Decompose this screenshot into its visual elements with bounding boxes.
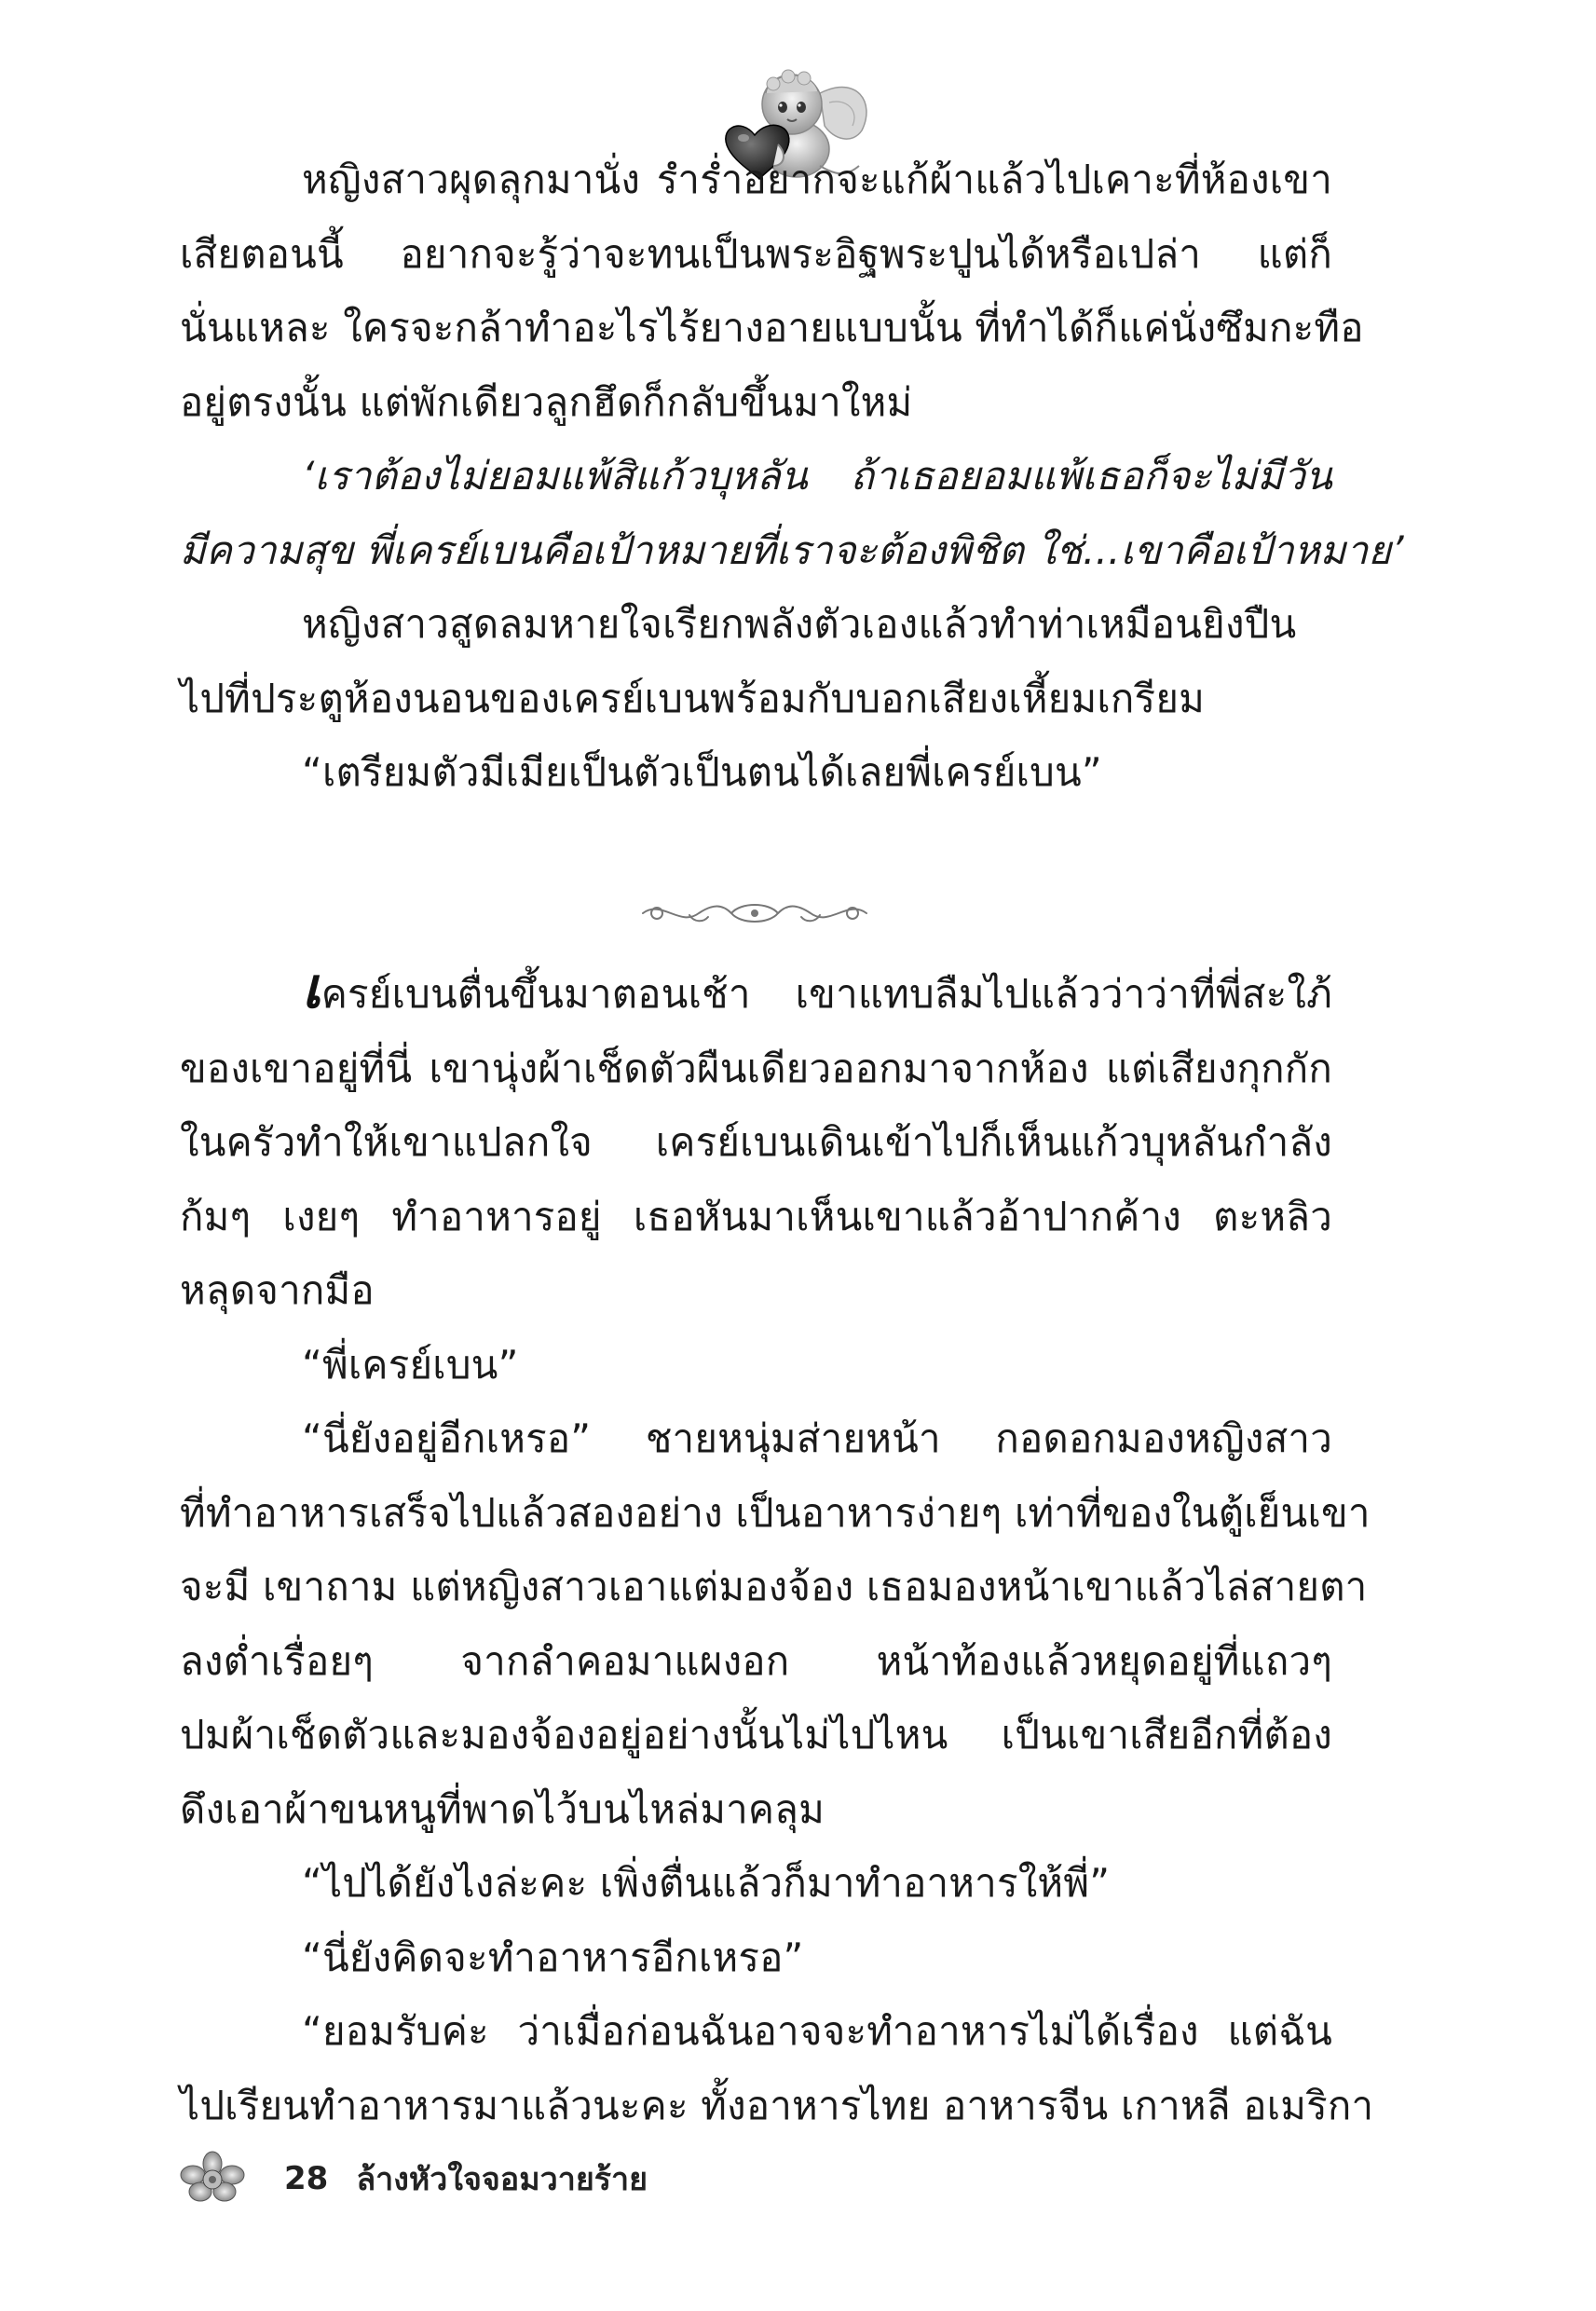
first-line-text: ครย์เบนตื่นขึ้นมาตอนเช้า เขาแทบลืมไปแล้วว่าว่าที่พี่สะใภ้ xyxy=(321,971,1332,1017)
paragraph-line: หญิงสาวสูดลมหายใจเรียกพลังตัวเองแล้วทำท่าเหมือนยิงปืน xyxy=(302,601,1297,647)
paragraph-line: ที่ทำอาหารเสร็จไปแล้วสองอย่าง เป็นอาหารง่ายๆ เท่าที่ของในตู้เย็นเขา xyxy=(180,1489,1371,1536)
paragraph-line: หญิงสาวผุดลุกมานั่ง รำร่ำอยากจะแก้ผ้าแล้วไปเคาะที่ห้องเขา xyxy=(302,157,1332,202)
paragraph-line: ในครัวทำให้เขาแปลกใจ เครย์เบนเดินเข้าไปก็เห็นแก้วบุหลันกำลัง xyxy=(180,1119,1332,1165)
paragraph-line: เสียตอนนี้ อยากจะรู้ว่าจะทนเป็นพระอิฐพระปูนได้หรือเปล่า แต่ก็ xyxy=(180,230,1332,277)
page-number: 28 xyxy=(284,2160,329,2197)
italic-thought-line: ‘เราต้องไม่ยอมแพ้สิแก้วบุหลัน ถ้าเธอยอมแพ้เธอก็จะไม่มีวัน xyxy=(302,453,1332,499)
paragraph-line: ปมผ้าเช็ดตัวและมองจ้องอยู่อย่างนั้นไม่ไปไหน เป็นเขาเสียอีกที่ต้อง xyxy=(180,1712,1332,1757)
paragraph-line: อยู่ตรงนั้น แต่พักเดียวลูกฮึดก็กลับขึ้นมาใหม่ xyxy=(180,378,913,425)
paragraph-line: จะมี เขาถาม แต่หญิงสาวเอาแต่มองจ้อง เธอมองหน้าเขาแล้วไล่สายตา xyxy=(180,1564,1368,1609)
dialogue-line: “นี่ยังคิดจะทำอาหารอีกเหรอ” xyxy=(302,1934,804,1980)
dialogue-line: “พี่เครย์เบน” xyxy=(302,1341,519,1388)
ornamental-flourish-icon xyxy=(634,895,876,932)
paragraph-line: ดึงเอาผ้าขนหนูที่พาดไว้บนไหล่มาคลุม xyxy=(180,1785,825,1832)
paragraph-line: ไปที่ประตูห้องนอนของเครย์เบนพร้อมกับบอกเสียงเหี้ยมเกรียม xyxy=(180,675,1206,721)
dialogue-line: “เตรียมตัวมีเมียเป็นตัวเป็นตนได้เลยพี่เครย์เบน” xyxy=(302,749,1102,795)
section-2 xyxy=(180,956,1374,2142)
paragraph-line: ลงต่ำเรื่อยๆ จากลำคอมาแผงอก หน้าท้องแล้วหยุดอยู่ที่แถวๆ xyxy=(180,1637,1332,1684)
paragraph-line: ของเขาอยู่ที่นี่ เขานุ่งผ้าเช็ดตัวผืนเดียวออกมาจากห้อง แต่เสียงกุกกัก xyxy=(180,1045,1332,1091)
paragraph-line: นั่นแหละ ใครจะกล้าทำอะไรไร้ยางอายแบบนั้น ที่ทำได้ก็แค่นั่งซึมกะทือ xyxy=(180,305,1364,350)
dialogue-line: “ยอมรับค่ะ ว่าเมื่อก่อนฉันอาจจะทำอาหารไม่ได้เรื่อง แต่ฉัน xyxy=(302,2008,1332,2054)
italic-thought-line: มีความสุข พี่เครย์เบนคือเป้าหมายที่เราจะต้องพิชิต ใช่...เขาคือเป้าหมาย’ xyxy=(180,526,1404,573)
page-footer xyxy=(180,2141,648,2216)
dialogue-line: “นี่ยังอยู่อีกเหรอ” ชายหนุ่มส่ายหน้า กอดอกมองหญิงสาว xyxy=(302,1415,1332,1461)
drop-cap: เ xyxy=(302,956,321,1021)
paragraph-line: ก้มๆ เงยๆ ทำอาหารอยู่ เธอหันมาเห็นเขาแล้วอ้าปากค้าง ตะหลิว xyxy=(180,1193,1332,1239)
book-title: ล้างหัวใจจอมวายร้าย xyxy=(356,2161,648,2198)
paragraph-line: หลุดจากมือ xyxy=(180,1267,375,1313)
paragraph-line: ไปเรียนทำอาหารมาแล้วนะคะ ทั้งอาหารไทย อาหารจีน เกาหลี อเมริกา xyxy=(180,2082,1374,2128)
paragraph-line-with-dropcap xyxy=(180,957,1332,1032)
flower-icon xyxy=(180,2151,245,2207)
section-1 xyxy=(180,143,1404,810)
dialogue-line: “ไปได้ยังไงล่ะคะ เพิ่งตื่นแล้วก็มาทำอาหารให้พี่” xyxy=(302,1860,1111,1906)
